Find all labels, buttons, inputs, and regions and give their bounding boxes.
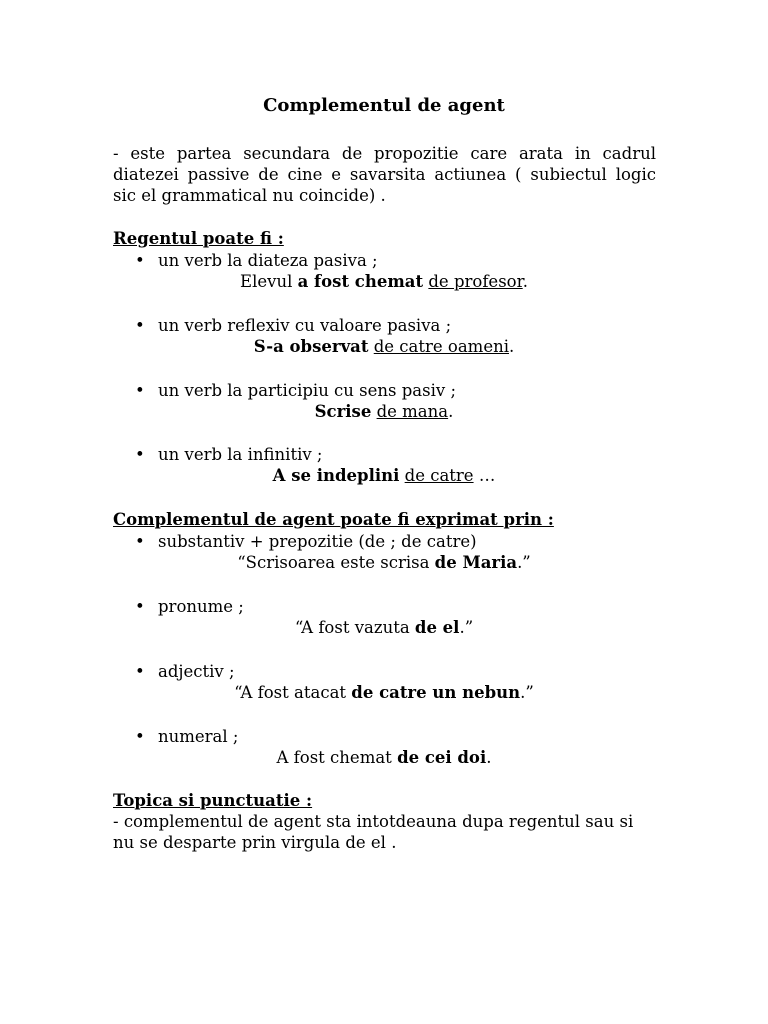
list-item-text: numeral ; (158, 727, 239, 746)
bullet-icon: • (135, 251, 145, 270)
definition-line-3: sic el grammatical nu coincide) . (113, 186, 386, 205)
list-item-text: un verb reflexiv cu valoare pasiva ; (158, 316, 452, 335)
example-punct: .” (520, 683, 534, 702)
list-item-text: un verb la participiu cu sens pasiv ; (158, 381, 457, 400)
list-item-text: substantiv + prepozitie (de ; de catre) (158, 532, 477, 551)
example-verb: a fost chemat (297, 272, 424, 291)
example-line (0, 271, 768, 292)
example-line (0, 552, 768, 573)
example-agent: de catre oameni (373, 337, 509, 356)
example-text: Elevul (240, 272, 298, 291)
example-line (0, 465, 768, 486)
page-title: Complementul de agent (263, 95, 505, 116)
definition-line-2: diatezei passive de cine e savarsita actiunea ( subiectul logic (113, 165, 656, 184)
list-item-text: pronume ; (158, 597, 244, 616)
example-agent: de mana (376, 402, 449, 421)
example-text: “A fost atacat (234, 683, 352, 702)
list-item-text: un verb la infinitiv ; (158, 445, 323, 464)
topica-line-2: nu se desparte prin virgula de el . (113, 833, 397, 852)
example-agent: de el (414, 618, 460, 637)
example-line (0, 747, 768, 768)
bullet-icon: • (135, 445, 145, 464)
example-punct: .” (517, 553, 531, 572)
example-line (0, 617, 768, 638)
definition-line-1: - este partea secundara de propozitie care arata in cadrul (113, 144, 656, 163)
bullet-icon: • (135, 662, 145, 681)
bullet-icon: • (135, 381, 145, 400)
expression-heading: Complementul de agent poate fi exprimat prin : (113, 510, 554, 529)
example-punct: . (522, 272, 528, 291)
example-line (0, 401, 768, 422)
list-item-text: adjectiv ; (158, 662, 235, 681)
example-verb: A se indeplini (272, 466, 400, 485)
example-text: “Scrisoarea este scrisa (237, 553, 435, 572)
regent-heading: Regentul poate fi : (113, 229, 284, 248)
example-punct: … (473, 466, 496, 485)
topica-line-1: - complementul de agent sta intotdeauna dupa regentul sau si (113, 812, 634, 831)
example-line (0, 336, 768, 357)
example-agent: de cei doi (397, 748, 487, 767)
bullet-icon: • (135, 532, 145, 551)
example-verb: S-a observat (253, 337, 369, 356)
example-verb: Scrise (314, 402, 372, 421)
example-agent: de catre un nebun (351, 683, 521, 702)
example-text: A fost chemat (276, 748, 398, 767)
example-punct: . (486, 748, 492, 767)
example-punct: . (448, 402, 454, 421)
topica-heading: Topica si punctuatie : (113, 791, 313, 810)
bullet-icon: • (135, 727, 145, 746)
bullet-icon: • (135, 316, 145, 335)
example-agent: de Maria (434, 553, 518, 572)
example-line (0, 682, 768, 703)
example-punct: .” (459, 618, 474, 637)
bullet-icon: • (135, 597, 145, 616)
example-agent: de profesor (428, 272, 523, 291)
example-agent: de catre (404, 466, 474, 485)
example-punct: . (509, 337, 515, 356)
example-text: “A fost vazuta (294, 618, 415, 637)
list-item-text: un verb la diateza pasiva ; (158, 251, 378, 270)
